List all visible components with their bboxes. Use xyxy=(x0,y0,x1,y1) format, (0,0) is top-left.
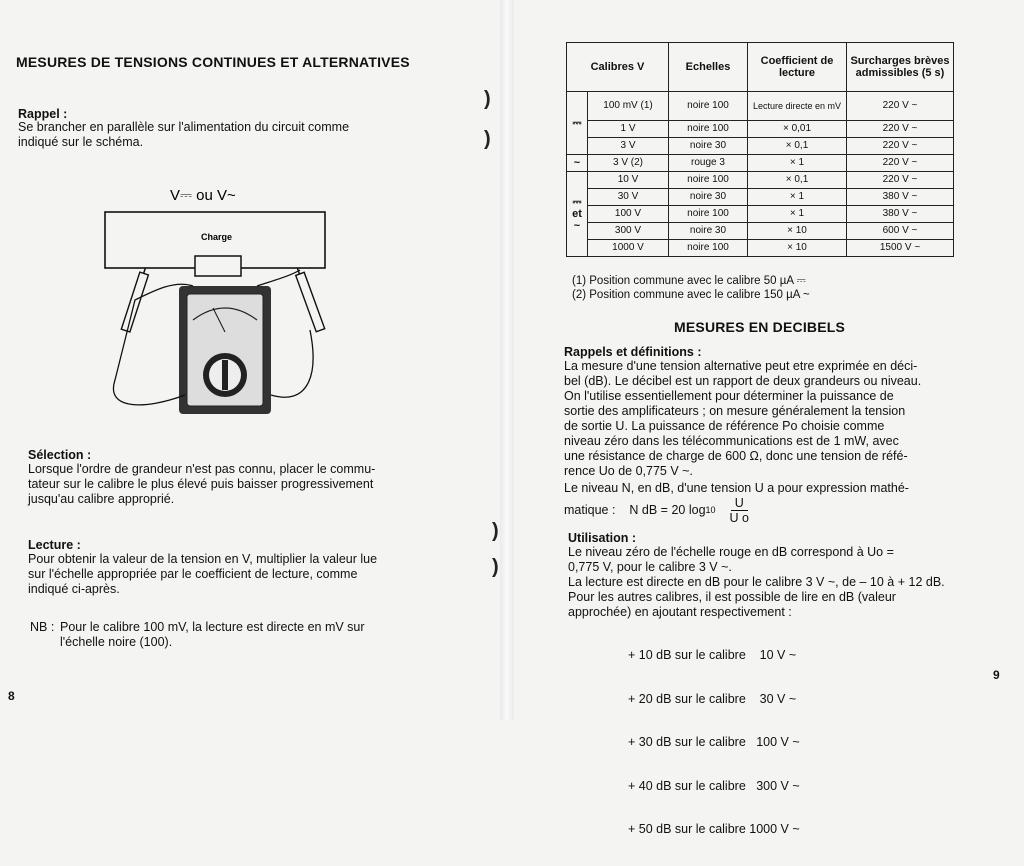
charge-label: Charge xyxy=(201,232,233,242)
selector-pointer-icon xyxy=(222,360,228,390)
cell-calibre: 1 V xyxy=(588,121,669,138)
col-header-echelles: Echelles xyxy=(669,43,748,92)
cell-calibre: 10 V xyxy=(588,172,669,189)
rappels-line: Le niveau N, en dB, d'une tension U a pour expression mathé- xyxy=(564,481,909,495)
rappels-line: On l'utilise essentiellement pour déterminer la puissance de xyxy=(564,389,894,403)
table-row xyxy=(567,223,954,240)
right-probe-icon xyxy=(294,267,325,332)
cell-coef: × 1 xyxy=(748,189,847,206)
utilisation-line: Pour les autres calibres, il est possible de lire en dB (valeur xyxy=(568,590,896,604)
cell-coef: × 0,1 xyxy=(748,172,847,189)
cell-surcharge: 380 V ~ xyxy=(847,189,954,206)
rappel-line: Se brancher en parallèle sur l'alimentation du circuit comme xyxy=(18,120,350,134)
footnotes xyxy=(572,274,810,302)
list-item: + 30 dB sur le calibre 100 V ~ xyxy=(628,735,800,749)
cell-echelle: noire 30 xyxy=(669,189,748,206)
cell-calibre: 100 V xyxy=(588,206,669,223)
rappels-line: sortie des amplificateurs ; on mesure généralement la tension xyxy=(564,404,906,418)
nb-line: l'échelle noire (100). xyxy=(60,635,173,649)
col-header-surcharges: Surcharges brèves admissibles (5 s) xyxy=(847,43,954,92)
group-dc-ac: ⎓ et ~ xyxy=(567,172,588,257)
rappels-line: matique : xyxy=(564,503,616,517)
cell-coef: × 1 xyxy=(748,206,847,223)
footnote-1: (1) Position commune avec le calibre 50 µA ⎓ xyxy=(572,275,806,287)
rappels-line: une résistance de charge de 600 Ω, donc une tension de réfé- xyxy=(564,449,908,463)
rappel-line: indiqué sur le schéma. xyxy=(18,135,144,149)
group-dc: ⎓ xyxy=(567,92,588,155)
table-row xyxy=(567,92,954,121)
page-number: 8 xyxy=(8,689,15,703)
cell-echelle: noire 100 xyxy=(669,92,748,121)
selection-heading: Sélection : xyxy=(28,448,92,462)
selection-text xyxy=(28,462,438,507)
lecture-line: Pour obtenir la valeur de la tension en V, multiplier la valeur lue xyxy=(28,552,378,566)
table-row xyxy=(567,206,954,223)
rappels-line: bel (dB). Le décibel est un rapport de deux grandeurs ou niveau. xyxy=(564,374,922,388)
binding-mark: ) xyxy=(484,88,491,110)
cell-surcharge: 600 V ~ xyxy=(847,223,954,240)
cell-echelle: noire 100 xyxy=(669,121,748,138)
cell-coef: Lecture directe en mV xyxy=(748,92,847,121)
table-row xyxy=(567,172,954,189)
rappel-text xyxy=(18,120,428,150)
rappels-heading: Rappels et définitions : xyxy=(564,345,702,359)
cell-calibre: 300 V xyxy=(588,223,669,240)
binding-mark: ) xyxy=(492,556,499,578)
calibre-table xyxy=(566,42,954,257)
col-header-calibres: Calibres V xyxy=(567,43,669,92)
cell-echelle: noire 100 xyxy=(669,206,748,223)
cell-surcharge: 1500 V ~ xyxy=(847,240,954,257)
cell-coef: × 0,01 xyxy=(748,121,847,138)
page-number: 9 xyxy=(993,668,1000,682)
cell-coef: × 1 xyxy=(748,155,847,172)
table-row xyxy=(567,138,954,155)
cell-coef: × 10 xyxy=(748,240,847,257)
cell-surcharge: 220 V ~ xyxy=(847,121,954,138)
formula-denominator: U o xyxy=(729,511,749,525)
left-page xyxy=(0,0,500,720)
rappel-heading: Rappel : xyxy=(18,107,68,121)
selection-line: Lorsque l'ordre de grandeur n'est pas connu, placer le commu- xyxy=(28,462,376,476)
cell-calibre: 1000 V xyxy=(588,240,669,257)
right-page xyxy=(512,0,1024,836)
formula-log-base: 10 xyxy=(705,505,716,515)
calibre-offset-list xyxy=(568,619,800,866)
formula-fraction xyxy=(730,496,749,525)
rappels-line: de sortie U. La puissance de référence Po choisie comme xyxy=(564,419,885,433)
cell-calibre: 3 V xyxy=(588,138,669,155)
nb-text xyxy=(60,620,450,650)
lecture-line: sur l'échelle appropriée par le coefficient de lecture, comme xyxy=(28,567,358,581)
rappels-line: La mesure d'une tension alternative peut etre exprimée en déci- xyxy=(564,359,918,373)
list-item: + 50 dB sur le calibre 1000 V ~ xyxy=(628,822,800,836)
utilisation-line: La lecture est directe en dB pour le calibre 3 V ~, de – 10 à + 12 dB. xyxy=(568,575,945,589)
wiring-diagram xyxy=(95,180,345,420)
selection-line: jusqu'au calibre approprié. xyxy=(28,492,175,506)
nb-label: NB : xyxy=(30,620,55,634)
lecture-text xyxy=(28,552,438,597)
list-item: + 20 dB sur le calibre 30 V ~ xyxy=(628,691,797,706)
lecture-heading: Lecture : xyxy=(28,538,81,552)
list-item: + 10 dB sur le calibre 10 V ~ xyxy=(628,648,797,662)
table-row xyxy=(567,121,954,138)
diagram-voltage-label: V⎓ ou V~ xyxy=(170,187,236,204)
binding-mark: ) xyxy=(484,128,491,150)
utilisation-line: Le niveau zéro de l'échelle rouge en dB correspond à Uo = xyxy=(568,545,894,559)
cell-echelle: noire 100 xyxy=(669,240,748,257)
utilisation-line: approchée) en ajoutant respectivement : xyxy=(568,605,792,619)
cell-echelle: noire 100 xyxy=(669,172,748,189)
right-lead-wire xyxy=(257,270,300,286)
formula-numerator: U xyxy=(731,496,748,511)
selection-line: tateur sur le calibre le plus élevé puis baisser progressivement xyxy=(28,477,374,491)
footnote-2: (2) Position commune avec le calibre 150 µA ~ xyxy=(572,289,810,301)
decibels-title: MESURES EN DECIBELS xyxy=(674,319,846,335)
cell-surcharge: 220 V ~ xyxy=(847,138,954,155)
formula-lhs: N dB = 20 log xyxy=(629,503,706,517)
charge-resistor xyxy=(195,256,241,276)
cell-surcharge: 380 V ~ xyxy=(847,206,954,223)
formula-row xyxy=(564,496,1004,525)
utilisation-heading: Utilisation : xyxy=(568,531,637,545)
utilisation-text xyxy=(568,545,1008,620)
list-item: + 40 dB sur le calibre 300 V ~ xyxy=(628,778,800,793)
cell-calibre: 100 mV (1) xyxy=(588,92,669,121)
group-ac: ~ xyxy=(567,155,588,172)
table-row xyxy=(567,189,954,206)
table-row xyxy=(567,240,954,257)
cell-echelle: rouge 3 xyxy=(669,155,748,172)
right-lead-return xyxy=(271,330,313,397)
cell-surcharge: 220 V ~ xyxy=(847,172,954,189)
cell-calibre: 3 V (2) xyxy=(588,155,669,172)
rappels-line: rence Uo de 0,775 V ~. xyxy=(564,464,693,478)
cell-surcharge: 220 V ~ xyxy=(847,155,954,172)
rappels-line: niveau zéro dans les télécommunications est de 1 mW, avec xyxy=(564,434,899,448)
table-row xyxy=(567,155,954,172)
lecture-line: indiqué ci-après. xyxy=(28,582,120,596)
page-title: MESURES DE TENSIONS CONTINUES ET ALTERNATIVES xyxy=(16,54,410,70)
cell-echelle: noire 30 xyxy=(669,138,748,155)
rappels-text xyxy=(564,359,1004,525)
table-header-row xyxy=(567,43,954,92)
cell-surcharge: 220 V ~ xyxy=(847,92,954,121)
cell-coef: × 10 xyxy=(748,223,847,240)
utilisation-line: 0,775 V, pour le calibre 3 V ~. xyxy=(568,560,732,574)
cell-calibre: 30 V xyxy=(588,189,669,206)
nb-line: Pour le calibre 100 mV, la lecture est directe en mV sur xyxy=(60,620,365,634)
binding-mark: ) xyxy=(492,520,499,542)
cell-echelle: noire 30 xyxy=(669,223,748,240)
cell-coef: × 0,1 xyxy=(748,138,847,155)
col-header-coefficient: Coefficient de lecture xyxy=(748,43,847,92)
